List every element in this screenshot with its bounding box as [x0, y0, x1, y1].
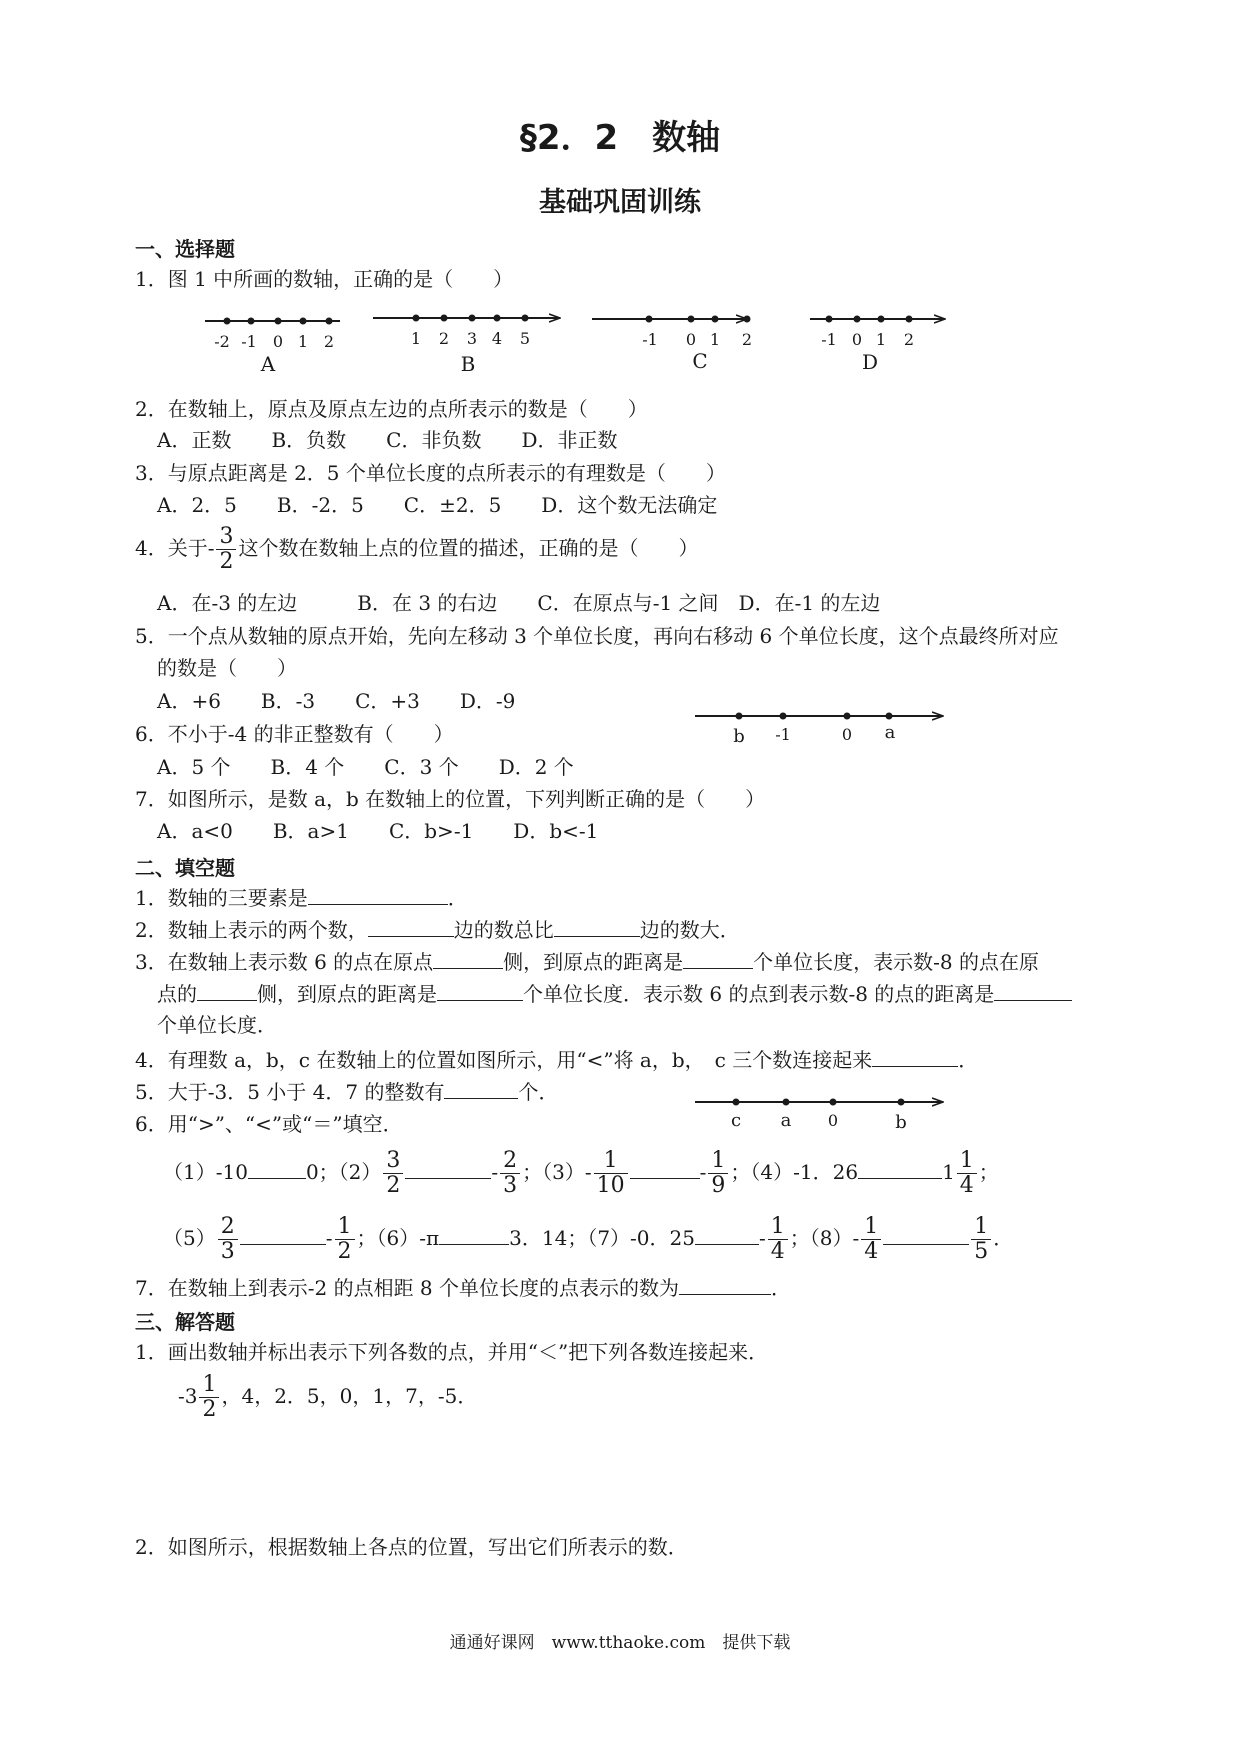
fill-q6-row1: （1）-10 0；（2） $\frac{3}{2}$ - $\frac{2}{3}$ ；（3）- $\frac{1}{10}$ - $\frac{1}{9}$ ；（4）-1．26 1 $\frac{1}{4}$ ； — [163, 1148, 999, 1198]
axis-a-point — [326, 318, 333, 325]
choice-q4-options: A．在-3 的左边 B．在 3 的右边 C．在原点与-1 之间 D．在-1 的左边 — [157, 591, 881, 615]
axis-option-a — [205, 318, 340, 377]
fraction: $\frac{1}{4}$ — [768, 1215, 788, 1264]
axis-b-tick: 1 — [410, 329, 422, 348]
answer-blank[interactable] — [197, 978, 257, 1001]
answer-blank[interactable] — [308, 882, 448, 905]
choice-q3-options: A．2．5 B．-2．5 C．±2．5 D．这个数无法确定 — [157, 493, 718, 517]
fraction: $\frac{1}{4}$ — [957, 1149, 977, 1198]
axis-c-point — [688, 316, 695, 323]
fill-q2: 2．数轴上表示的两个数， 边的数总比 边的数大． — [135, 914, 740, 945]
fraction: $\frac{1}{10}$ — [594, 1149, 628, 1198]
axis-b-tick: 2 — [438, 329, 450, 348]
fraction: $\frac{3}{2}$ — [216, 525, 236, 574]
answer-blank[interactable] — [405, 1156, 491, 1179]
label-zero: 0 — [827, 1111, 839, 1130]
axis-d-point — [826, 316, 833, 323]
solve-q1: 1．画出数轴并标出表示下列各数的点，并用“＜”把下列各数连接起来． — [135, 1340, 769, 1364]
fraction: $\frac{1}{9}$ — [708, 1149, 728, 1198]
choice-q7: 7．如图所示，是数 a，b 在数轴上的位置，下列判断正确的是（ ） — [135, 787, 766, 811]
axis-d-tick: -1 — [821, 330, 837, 349]
axis-c-label: C — [692, 349, 708, 373]
fill-q5: 5．大于-3．5 小于 4．7 的整数有 个． — [135, 1076, 558, 1107]
answer-blank[interactable] — [433, 946, 503, 969]
axis-a-point — [248, 318, 255, 325]
point-zero — [844, 713, 851, 720]
fraction: $\frac{1}{2}$ — [335, 1215, 355, 1264]
fraction: $\frac{1}{2}$ — [199, 1373, 219, 1422]
page-title: §2．2 数轴 — [519, 118, 721, 158]
fraction: $\frac{1}{5}$ — [971, 1215, 991, 1264]
label-c: c — [730, 1110, 742, 1131]
axis-a-tick: -2 — [214, 332, 230, 351]
label-b: b — [895, 1112, 907, 1133]
fill-q6: 6．用“>”、“<”或“＝”填空． — [135, 1112, 403, 1136]
axis-c-point — [744, 316, 751, 323]
q1-number-lines-figure — [195, 305, 955, 380]
choice-q4: 4．关于- $\frac{3}{2}$ 这个数在数轴上点的位置的描述，正确的是（ ） — [135, 524, 699, 574]
choice-q5-options: A．+6 B．-3 C．+3 D．-9 — [157, 689, 516, 713]
axis-a-point — [275, 318, 282, 325]
point-a — [783, 1099, 790, 1106]
answer-blank[interactable] — [695, 1222, 759, 1245]
answer-blank[interactable] — [994, 978, 1072, 1001]
axis-d-tick: 2 — [903, 330, 915, 349]
footer-source: 通通好课网 www.tthaoke.com 提供下载 — [449, 1633, 791, 1653]
page-subtitle: 基础巩固训练 — [539, 187, 701, 218]
axis-b-point — [469, 315, 476, 322]
point-b — [898, 1099, 905, 1106]
answer-blank[interactable] — [858, 1156, 942, 1179]
axis-d-point — [906, 316, 913, 323]
axis-d-tick: 1 — [875, 330, 887, 349]
choice-q5-line1: 5．一个点从数轴的原点开始，先向左移动 3 个单位长度，再向右移动 6 个单位长度，这个点最终所对应 — [135, 624, 1059, 648]
solve-q1-numbers: -3 $\frac{1}{2}$ ，4，2．5，0，1，7，-5． — [178, 1372, 478, 1422]
answer-blank[interactable] — [368, 914, 454, 937]
label-a: a — [884, 722, 896, 743]
point-b — [736, 713, 743, 720]
q7-number-line-figure — [690, 700, 950, 750]
choice-q2-options: A．正数 B．负数 C．非负数 D．非正数 — [157, 428, 618, 452]
choice-q6: 6．不小于-4 的非正整数有（ ） — [135, 722, 454, 746]
axis-c-tick: 1 — [709, 330, 721, 349]
axis-a-tick: 2 — [323, 332, 335, 351]
axis-a-point — [300, 318, 307, 325]
axis-b-tick: 5 — [519, 329, 531, 348]
answer-blank[interactable] — [554, 914, 640, 937]
choice-q3: 3．与原点距离是 2．5 个单位长度的点所表示的有理数是（ ） — [135, 461, 726, 485]
axis-d-point — [878, 316, 885, 323]
axis-d-point — [854, 316, 861, 323]
fill-q1: 1．数轴的三要素是 ． — [135, 882, 468, 913]
axis-a-label: A — [260, 352, 276, 376]
axis-d-tick: 0 — [851, 330, 863, 349]
point-zero — [830, 1099, 837, 1106]
axis-a-tick: 0 — [272, 332, 284, 351]
section-heading-solve: 三、解答题 — [135, 1310, 235, 1334]
answer-blank[interactable] — [679, 1272, 771, 1295]
axis-option-c — [592, 316, 752, 374]
choice-q7-options: A．a<0 B．a>1 C．b>-1 D．b<-1 — [157, 819, 599, 843]
fill-q6-row2: （5） $\frac{2}{3}$ - $\frac{1}{2}$ ；（6）-π 3．14；（7）-0．25 - $\frac{1}{4}$ ；（8）- $\frac{1}{4}$ $\frac{1}{5}$ ． — [163, 1214, 1014, 1264]
choice-q2: 2．在数轴上，原点及原点左边的点所表示的数是（ ） — [135, 397, 648, 421]
choice-q1: 1．图 1 中所画的数轴，正确的是（ ） — [135, 267, 514, 291]
label-a: a — [780, 1110, 792, 1131]
answer-blank[interactable] — [683, 946, 753, 969]
section-heading-fill: 二、填空题 — [135, 856, 235, 880]
answer-blank[interactable] — [630, 1156, 700, 1179]
axis-b-point — [441, 315, 448, 322]
axis-option-d — [810, 316, 945, 375]
fraction: $\frac{1}{4}$ — [861, 1215, 881, 1264]
solve-q2: 2．如图所示，根据数轴上各点的位置，写出它们所表示的数． — [135, 1535, 688, 1559]
axis-b-tick: 3 — [466, 329, 478, 348]
fill-q3-line1: 3．在数轴上表示数 6 的点在原点 侧，到原点的距离是 个单位长度，表示数-8 的点在原 — [135, 946, 1039, 977]
fraction: $\frac{3}{2}$ — [383, 1149, 403, 1198]
answer-blank[interactable] — [240, 1222, 326, 1245]
axis-a-tick: -1 — [241, 332, 257, 351]
fill-q4: 4．有理数 a，b，c 在数轴上的位置如图所示，用“<”将 a，b， c 三个数连接起来 ． — [135, 1044, 978, 1075]
answer-blank[interactable] — [872, 1044, 958, 1067]
label-minus-one: -1 — [775, 725, 791, 744]
fill-q4-number-line-figure — [690, 1090, 950, 1136]
axis-b-label: B — [460, 352, 476, 376]
axis-b-point — [522, 315, 529, 322]
label-zero: 0 — [841, 725, 853, 744]
axis-c-tick: 2 — [741, 330, 753, 349]
axis-d-label: D — [861, 350, 879, 374]
fill-q3-line2: 点的 侧，到原点的距离是 个单位长度．表示数 6 的点到表示数-8 的点的距离是 — [157, 978, 1072, 1009]
axis-option-b — [373, 315, 560, 377]
axis-a-point — [224, 318, 231, 325]
choice-q5-line2: 的数是（ ） — [157, 656, 297, 680]
point-c — [733, 1099, 740, 1106]
fill-q7: 7．在数轴上到表示-2 的点相距 8 个单位长度的点表示的数为 ． — [135, 1272, 791, 1303]
answer-blank[interactable] — [883, 1222, 969, 1245]
axis-b-point — [413, 315, 420, 322]
fraction: $\frac{2}{3}$ — [500, 1149, 520, 1198]
axis-c-point — [712, 316, 719, 323]
section-heading-choice: 一、选择题 — [135, 237, 235, 261]
answer-blank[interactable] — [439, 1222, 509, 1245]
axis-b-point — [494, 315, 501, 322]
label-b: b — [733, 726, 745, 747]
fill-q3-line3: 个单位长度． — [157, 1013, 277, 1037]
point-a — [886, 713, 893, 720]
axis-c-tick: 0 — [685, 330, 697, 349]
answer-blank[interactable] — [248, 1156, 306, 1179]
fraction: $\frac{2}{3}$ — [218, 1215, 238, 1264]
axis-c-point — [646, 316, 653, 323]
choice-q6-options: A．5 个 B．4 个 C．3 个 D．2 个 — [157, 755, 574, 779]
axis-c-tick: -1 — [642, 330, 658, 349]
answer-blank[interactable] — [444, 1076, 518, 1099]
axis-b-tick: 4 — [491, 329, 503, 348]
point-minus-one — [780, 713, 787, 720]
axis-a-tick: 1 — [297, 332, 309, 351]
answer-blank[interactable] — [437, 978, 523, 1001]
